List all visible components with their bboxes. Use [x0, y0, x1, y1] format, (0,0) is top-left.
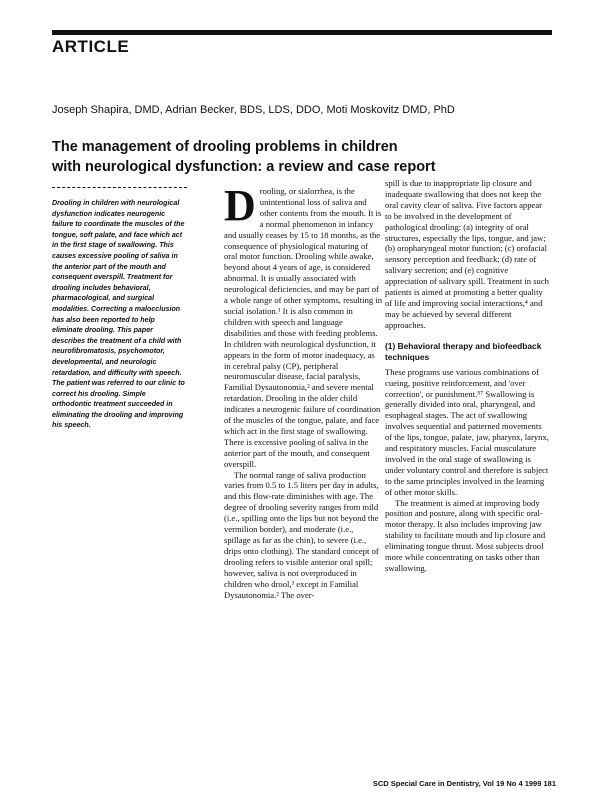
journal-footer: SCD Special Care in Dentistry, Vol 19 No 4 1999 181: [372, 779, 556, 788]
body-paragraph-3: spill is due to inappropriate lip closure and inadequate swallowing that does not keep the oral cavity clear of saliva. Five factors appear to be involved in the development of pathological drooling: (a) integrity of oral structures, especially the lips, tongue, and jaw; (b) oropharyngeal motor function; (c) orofacial sensory perception and feedback; (d) rate of salivary secretion; and (e) cognitive appreciation of salivary spill. Treatment in such patients is aimed at promoting a better quality of life and improving social interactions,⁴ and may be achieved by several different approaches.: [385, 178, 549, 330]
title-line-1: The management of drooling problems in children: [52, 139, 398, 155]
body-paragraph-2: The normal range of saliva production varies from 0.5 to 1.5 liters per day in adults, and this flow-rate diminishes with age. The degree of drooling severity ranges from mild (i.e., spilling onto the lips but not beyond the vermilion border), and moderate (i.e., spillage as far as the chin), to severe (i.e., drips onto clothing). The standard concept of drooling refers to visible anterior oral spill; however, saliva is not overproduced in children who drool,³ except in Familial Dysautonomia.² The over-: [224, 469, 379, 600]
body-paragraph-1: rooling, or sialorrhea, is the unintentional loss of saliva and other contents from the mouth. It is a normal phenomenon in infancy and usually ceases by 15 to 18 months, as the consequence of physiological maturing of oral motor function. Drooling while awake, beyond about 4 years of age, is considered abnormal. It is usually associated with neurological deficiencies, and may be part of a whole range of other symptoms, resulting in social isolation.¹ It is also common in children with speech and language disabilities and those with feeding problems. In children with neurological dysfunction, it appears in the form of motor inadequacy, as in cerebral palsy (CP), peripheral neuromuscular disease, facial paralysis, Familial Dysautonomia,² and severe mental retardation. Drooling in the older child indicates a neurogenic failure of coordination of the muscles of the tongue, palate, and face which act in the first stage of swallowing. There is excessive pooling of saliva in the anterior part of the mouth, and consequent overspill.: [224, 186, 382, 469]
section-heading: (1) Behavioral therapy and biofeedback techniques: [385, 340, 542, 362]
author-list: Joseph Shapira, DMD, Adrian Becker, BDS, LDS, DDO, Moti Moskovitz DMD, PhD: [52, 104, 455, 116]
body-column-1: [224, 181, 382, 600]
article-title: [52, 137, 552, 177]
header-rule: [52, 30, 552, 35]
abstract-rule: [52, 187, 187, 188]
body-paragraph-4: These programs use various combinations of cueing, positive reinforcement, and 'over correction', or punishment.⁵⁷ Swallowing is generally divided into oral, pharyngeal, and esophageal stages. The act of swallowing involves sequential and patterned movements of the lips, tongue, palate, jaw, pharynx, larynx, and respiratory muscles. Facial musculature involved in the oral stage of swallowing is under voluntary control and therefore is subject to the same principles involved in the learning of other motor skills.: [385, 366, 549, 497]
drop-cap: D: [224, 181, 256, 230]
title-line-2: with neurological dysfunction: a review and case report: [52, 159, 436, 175]
body-column-2: [385, 178, 550, 574]
abstract: Drooling in children with neurological dysfunction indicates neurogenic failure to coordinate the muscles of the tongue, soft palate, and face which act in the first stage of swallowing. This causes excessive pooling of saliva in the anterior part of the mouth and consequent overspill. Treatment for drooling includes behavioral, pharmacological, and surgical modalities. Correcting a malocclusion has also been reported to help eliminate drooling. This paper describes the treatment of a child with neurofibromatosis, psychomotor, developmental, and neurologic retardation, and difficulty with speech. The patient was referred to our clinic to correct his drooling. Simple orthodontic treatment succeeded in eliminating the drooling and improving his speech.: [52, 199, 185, 430]
body-paragraph-5: The treatment is aimed at improving body position and posture, along with specific oral-motor therapy. It also includes improving jaw stability to facilitate mouth and lip closure and eliminating tongue thrust. Most subjects drool more while concentrating on tasks other than swallowing.: [385, 497, 546, 573]
section-label: ARTICLE: [52, 37, 130, 56]
